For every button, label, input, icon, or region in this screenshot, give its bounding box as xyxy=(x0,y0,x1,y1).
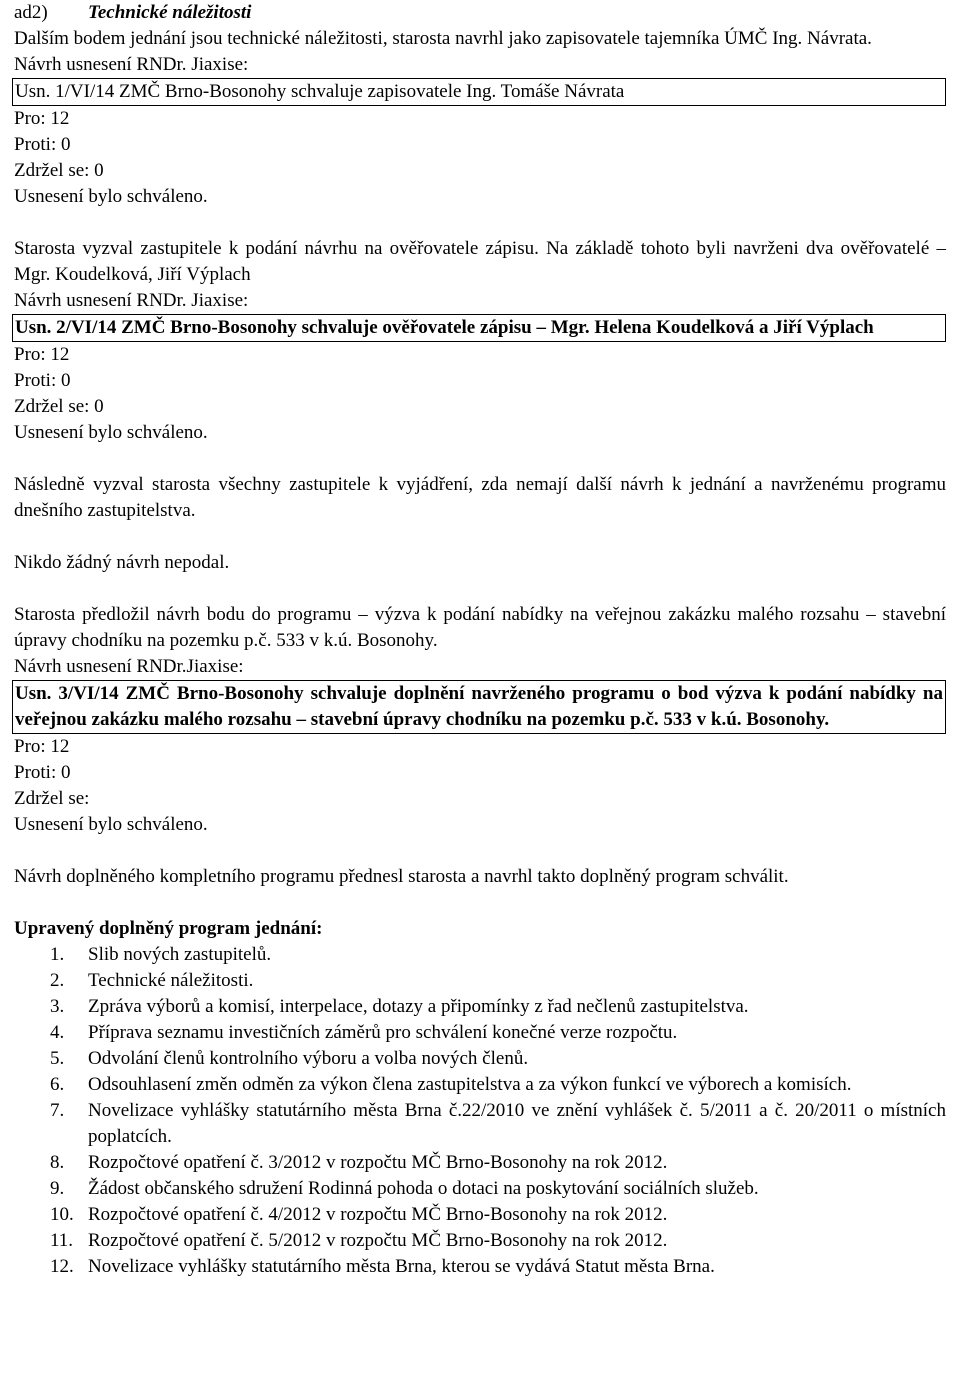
proposal-label-1: Návrh usnesení RNDr. Jiaxise: xyxy=(14,54,249,75)
list-item xyxy=(14,1176,946,1202)
list-item xyxy=(14,942,946,968)
list-text: Rozpočtové opatření č. 3/2012 v rozpočtu MČ Brno-Bosonohy na rok 2012. xyxy=(88,1152,668,1173)
proposal-label-2: Návrh usnesení RNDr. Jiaxise: xyxy=(14,290,249,311)
resolution-3: Usn. 3/VI/14 ZMČ Brno-Bosonohy schvaluje doplnění navrženého programu o bod výzva k podání nabídky na veřejnou zakázku malého rozsahu – stavební úpravy chodníku na pozemku p.č. 533 v k.ú. Bosonohy. xyxy=(15,683,943,730)
list-text: Technické náležitosti. xyxy=(88,970,254,991)
list-number: 3. xyxy=(50,996,65,1017)
vote-result-1: Usnesení bylo schváleno. xyxy=(14,186,208,207)
section-title: Technické náležitosti xyxy=(88,2,252,23)
list-item xyxy=(14,994,946,1020)
proposal-label-3: Návrh usnesení RNDr.Jiaxise: xyxy=(14,656,244,677)
resolution-box-3 xyxy=(12,680,946,734)
list-item xyxy=(14,968,946,994)
vote-pro-2: Pro: 12 xyxy=(14,344,70,365)
list-text: Zpráva výborů a komisí, interpelace, dotazy a připomínky z řad nečlenů zastupitelstva. xyxy=(88,996,749,1017)
list-text: Odsouhlasení změn odměn za výkon člena zastupitelstva a za výkon funkcí ve výborech a komisích. xyxy=(88,1074,852,1095)
list-number: 7. xyxy=(50,1100,65,1121)
list-text: Novelizace vyhlášky statutárního města Brna č.22/2010 ve znění vyhlášek č. 5/2011 a č. 20/2011 o místních poplatcích. xyxy=(88,1100,946,1147)
vote-proti-3: Proti: 0 xyxy=(14,762,71,783)
list-item xyxy=(14,1202,946,1228)
list-number: 5. xyxy=(50,1048,65,1069)
list-number: 11. xyxy=(50,1230,74,1251)
list-text: Rozpočtové opatření č. 5/2012 v rozpočtu MČ Brno-Bosonohy na rok 2012. xyxy=(88,1230,668,1251)
resolution-box-2 xyxy=(12,314,946,342)
list-text: Odvolání členů kontrolního výboru a volba nových členů. xyxy=(88,1048,529,1069)
list-text: Rozpočtové opatření č. 4/2012 v rozpočtu MČ Brno-Bosonohy na rok 2012. xyxy=(88,1204,668,1225)
list-number: 9. xyxy=(50,1178,65,1199)
vote-proti-1: Proti: 0 xyxy=(14,134,71,155)
list-item xyxy=(14,1020,946,1046)
list-number: 6. xyxy=(50,1074,65,1095)
vote-zdrzel-1: Zdržel se: 0 xyxy=(14,160,104,181)
vote-pro-1: Pro: 12 xyxy=(14,108,70,129)
list-number: 2. xyxy=(50,970,65,991)
resolution-2: Usn. 2/VI/14 ZMČ Brno-Bosonohy schvaluje ověřovatele zápisu – Mgr. Helena Koudelková a Jiří Výplach xyxy=(15,317,874,338)
program-heading: Upravený doplněný program jednání: xyxy=(14,918,323,939)
paragraph-new-item: Starosta předložil návrh bodu do programu – výzva k podání nabídky na veřejnou zakázku malého rozsahu – stavební úpravy chodníku na pozemku p.č. 533 v k.ú. Bosonohy. xyxy=(14,604,946,651)
list-item xyxy=(14,1098,946,1150)
section-number: ad2) xyxy=(14,2,48,23)
vote-proti-2: Proti: 0 xyxy=(14,370,71,391)
list-item xyxy=(14,1254,946,1280)
list-item xyxy=(14,1228,946,1254)
vote-result-2: Usnesení bylo schváleno. xyxy=(14,422,208,443)
list-number: 1. xyxy=(50,944,65,965)
paragraph-invite: Následně vyzval starosta všechny zastupitele k vyjádření, zda nemají další návrh k jednání a navrženému programu dnešního zastupitelstva. xyxy=(14,474,946,521)
vote-zdrzel-3: Zdržel se: xyxy=(14,788,90,809)
paragraph-verifiers: Starosta vyzval zastupitele k podání návrhu na ověřovatele zápisu. Na základě tohoto byli navrženi dva ověřovatelé – Mgr. Koudelková, Jiří Výplach xyxy=(14,238,946,285)
vote-zdrzel-2: Zdržel se: 0 xyxy=(14,396,104,417)
list-item xyxy=(14,1150,946,1176)
list-number: 12. xyxy=(50,1256,74,1277)
list-item xyxy=(14,1072,946,1098)
vote-result-3: Usnesení bylo schváleno. xyxy=(14,814,208,835)
resolution-box-1 xyxy=(12,78,946,106)
document-page xyxy=(14,0,946,1280)
resolution-1: Usn. 1/VI/14 ZMČ Brno-Bosonohy schvaluje zapisovatele Ing. Tomáše Návrata xyxy=(15,81,625,102)
list-text: Příprava seznamu investičních záměrů pro schválení konečné verze rozpočtu. xyxy=(88,1022,678,1043)
intro-paragraph: Dalším bodem jednání jsou technické náležitosti, starosta navrhl jako zapisovatele tajemníka ÚMČ Ing. Návrata. xyxy=(14,28,872,49)
list-item xyxy=(14,1046,946,1072)
paragraph-no-proposal: Nikdo žádný návrh nepodal. xyxy=(14,552,230,573)
list-text: Novelizace vyhlášky statutárního města Brna, kterou se vydává Statut města Brna. xyxy=(88,1256,715,1277)
section-heading xyxy=(14,0,946,26)
list-text: Slib nových zastupitelů. xyxy=(88,944,272,965)
vote-pro-3: Pro: 12 xyxy=(14,736,70,757)
list-text: Žádost občanského sdružení Rodinná pohoda o dotaci na poskytování sociálních služeb. xyxy=(88,1178,759,1199)
program-list xyxy=(14,942,946,1280)
list-number: 10. xyxy=(50,1204,74,1225)
list-number: 4. xyxy=(50,1022,65,1043)
paragraph-program: Návrh doplněného kompletního programu přednesl starosta a navrhl takto doplněný program schválit. xyxy=(14,866,789,887)
list-number: 8. xyxy=(50,1152,65,1173)
